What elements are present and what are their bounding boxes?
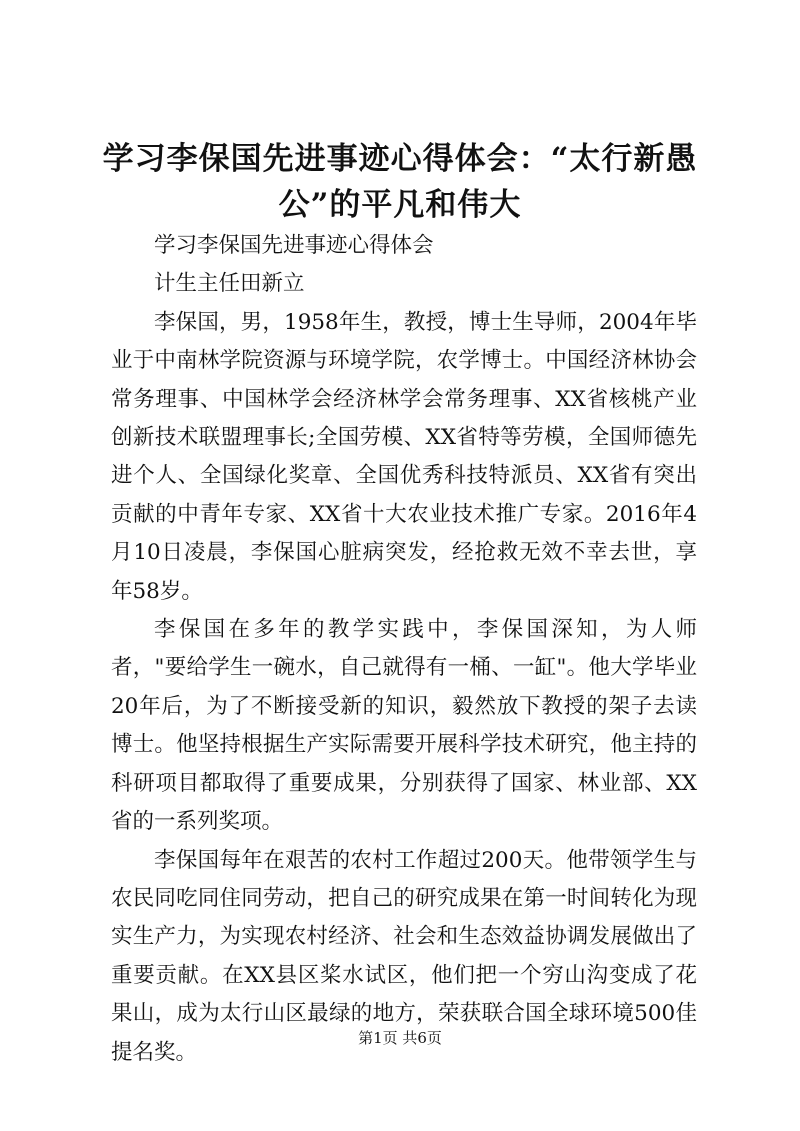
subtitle-paragraph: 学习李保国先进事迹心得体会 xyxy=(154,233,434,258)
body-paragraph-3: 李保国每年在艰苦的农村工作超过200天。他带领学生与农民同吃同住同劳动，把自己的研究成果在第一时间转化为现实生产力，为实现农村经济、社会和生态效益协调发展做出了重要贡献。在XX县区桨水试区，他们把一个穷山沟变成了花果山，成为太行山区最绿的地方，荣获联合国全球环境500佳提名奖。 xyxy=(111,847,697,1065)
document-body xyxy=(111,227,697,1072)
body-paragraph-2: 李保国在多年的教学实践中，李保国深知，为人师者，"要给学生一碗水，自己就得有一桶、一缸"。他大学毕业20年后，为了不断接受新的知识，毅然放下教授的架子去读博士。他坚持根据生产实际需要开展科学技术研究，他主持的科研项目都取得了重要成果，分别获得了国家、林业部、XX省的一系列奖项。 xyxy=(111,617,697,835)
document-title: 学习李保国先进事迹心得体会：“太行新愚公”的平凡和伟大 xyxy=(102,141,698,223)
author-paragraph: 计生主任田新立 xyxy=(154,271,305,297)
body-paragraph-1: 李保国，男，1958年生，教授，博士生导师，2004年毕业于中南林学院资源与环境学院，农学博士。中国经济林协会常务理事、中国林学会经济林学会常务理事、XX省核桃产业创新技术联盟理事长;全国劳模、XX省特等劳模，全国师德先进个人、全国绿化奖章、全国优秀科技特派员、XX省有突出贡献的中青年专家、XX省十大农业技术推广专家。2016年4月10日凌晨，李保国心脏病突发，经抢救无效不幸去世，享年58岁。 xyxy=(111,309,697,604)
page-number-footer: 第1页 共6页 xyxy=(358,1029,442,1047)
